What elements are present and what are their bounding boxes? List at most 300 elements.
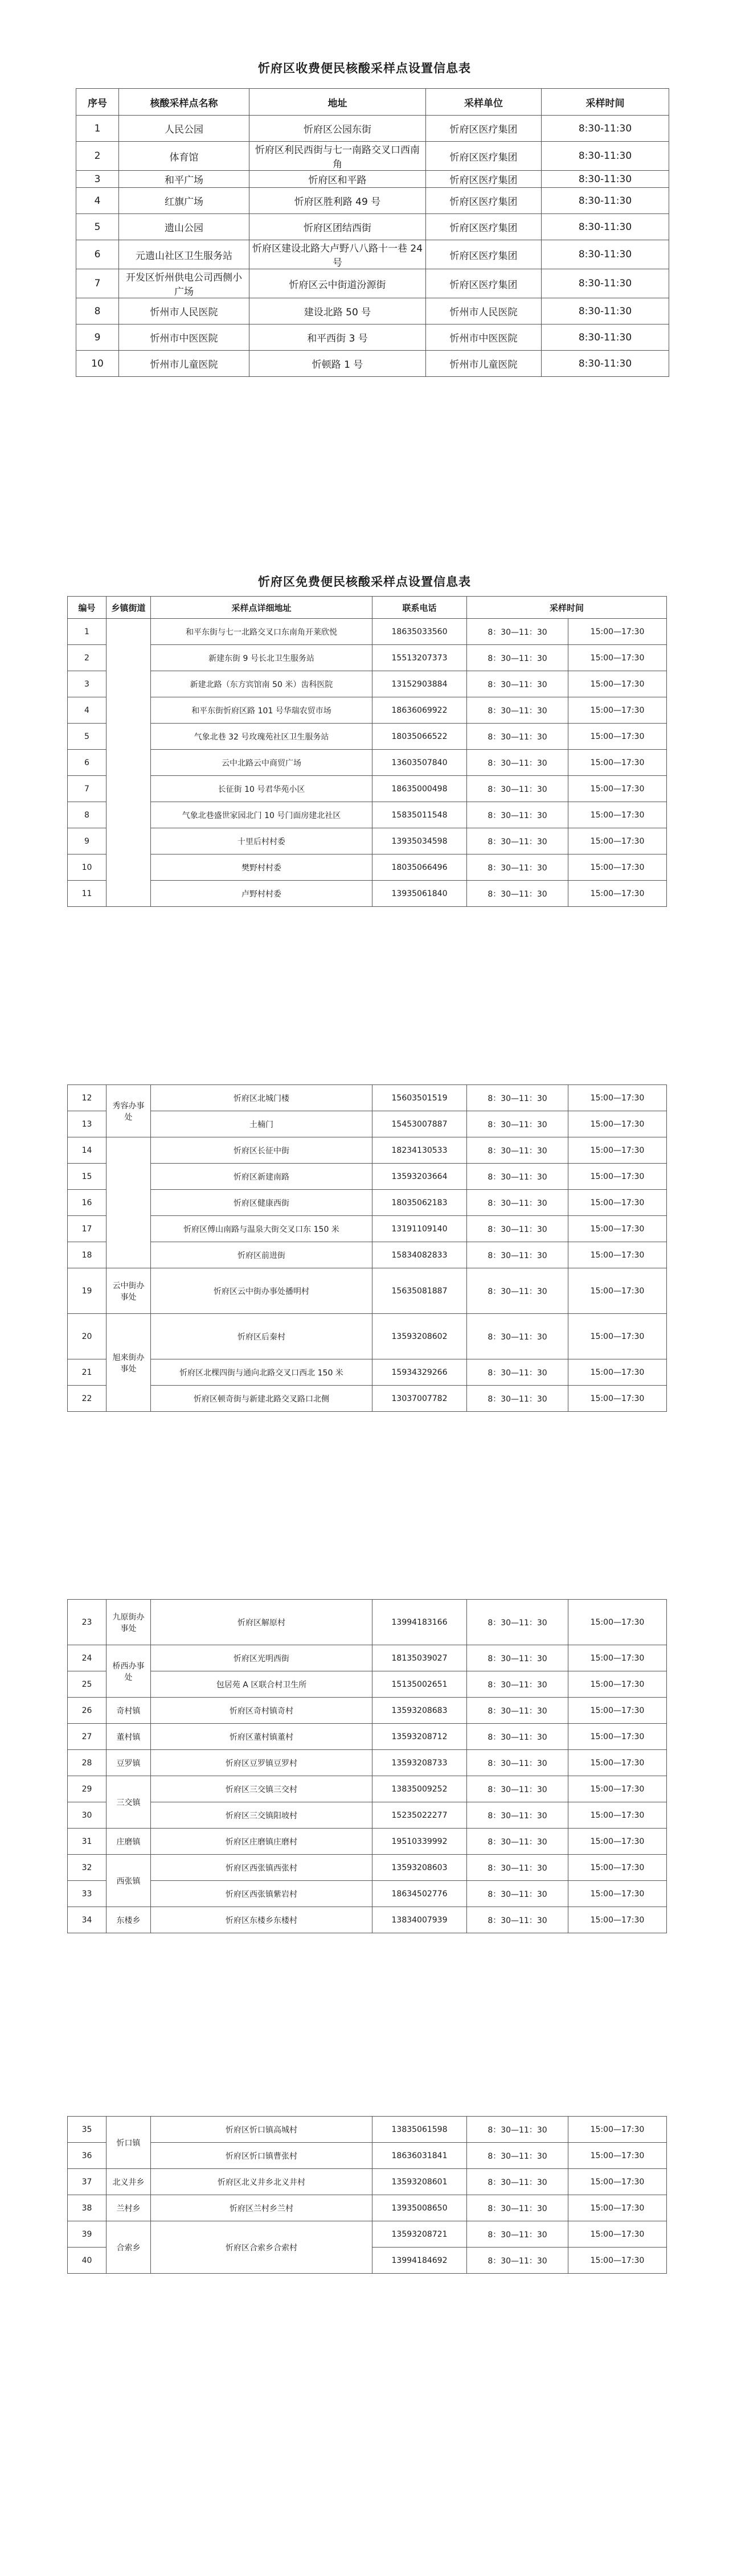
cell-no: 12 [68,1085,107,1111]
cell-address: 卢野村村委 [151,881,372,907]
cell-time-pm: 15:00—17:30 [568,2221,667,2248]
cell-time-am: 8：30—11：30 [467,854,568,881]
cell-time-am: 8：30—11：30 [467,1855,568,1881]
table2-title: 忻府区免费便民核酸采样点设置信息表 [258,575,471,589]
cell-time-am: 8：30—11：30 [467,697,568,724]
cell-town: 合索乡 [107,2221,151,2274]
cell-time-pm: 15:00—17:30 [568,1776,667,1802]
cell-phone: 15934329266 [372,1359,467,1386]
cell-time-am: 8：30—11：30 [467,1190,568,1216]
cell-time-pm: 15:00—17:30 [568,1600,667,1645]
cell-time: 8:30-11:30 [542,351,669,377]
cell-time-am: 8：30—11：30 [467,619,568,645]
cell-phone: 18635033560 [372,619,467,645]
cell-site-name: 元遗山社区卫生服务站 [119,240,249,269]
table-row [68,1724,667,1750]
table-row [68,697,667,724]
cell-address: 忻府区忻口镇高城村 [151,2117,372,2143]
cell-site-name: 红旗广场 [119,188,249,214]
cell-time-pm: 15:00—17:30 [568,2117,667,2143]
cell-phone: 13593208601 [372,2169,467,2195]
cell-no: 3 [76,171,119,188]
cell-site-name: 开发区忻州供电公司西侧小广场 [119,269,249,298]
table-row [68,1386,667,1412]
table-row [68,1085,667,1111]
cell-no: 4 [76,188,119,214]
cell-no: 27 [68,1724,107,1750]
cell-phone: 18135039027 [372,1645,467,1671]
cell-no: 24 [68,1645,107,1671]
cell-time-am: 8：30—11：30 [467,1698,568,1724]
cell-phone: 18636069922 [372,697,467,724]
cell-address: 建设北路 50 号 [249,298,426,324]
table-row [76,298,669,324]
table-row [68,1216,667,1242]
cell-address: 忻府区北城门楼 [151,1085,372,1111]
table-row [68,1881,667,1907]
cell-phone: 18035066522 [372,724,467,750]
cell-phone: 15453007887 [372,1111,467,1137]
cell-no: 14 [68,1137,107,1164]
cell-time: 8:30-11:30 [542,116,669,142]
cell-no: 10 [76,351,119,377]
cell-town: 庄磨镇 [107,1829,151,1855]
cell-address: 忻府区三交镇三交村 [151,1776,372,1802]
cell-time-pm: 15:00—17:30 [568,1907,667,1933]
cell-phone: 15834082833 [372,1242,467,1268]
table-row [68,1268,667,1314]
col-header-address: 地址 [249,89,426,116]
cell-address: 忻府区前进街 [151,1242,372,1268]
table-row [68,1829,667,1855]
cell-no: 5 [68,724,107,750]
cell-no: 6 [68,750,107,776]
cell-phone: 13835009252 [372,1776,467,1802]
cell-time-am: 8：30—11：30 [467,802,568,828]
cell-phone: 18634502776 [372,1881,467,1907]
cell-no: 9 [76,324,119,351]
cell-town: 奇村镇 [107,1698,151,1724]
cell-time-pm: 15:00—17:30 [568,1164,667,1190]
cell-no: 38 [68,2195,107,2221]
table-row [68,1907,667,1933]
cell-time-am: 8：30—11：30 [467,1137,568,1164]
cell-time-pm: 15:00—17:30 [568,1881,667,1907]
table-row [68,1314,667,1359]
cell-address: 忻府区北棵四街与通向北路交叉口西北 150 米 [151,1359,372,1386]
cell-town: 董村镇 [107,1724,151,1750]
cell-time-am: 8：30—11：30 [467,1881,568,1907]
table-row [76,269,669,298]
cell-no: 8 [68,802,107,828]
cell-phone: 15513207373 [372,645,467,671]
cell-address: 和平东街与七一北路交叉口东南角开莱欣悦 [151,619,372,645]
cell-time-pm: 15:00—17:30 [568,1085,667,1111]
cell-address: 忻府区傅山南路与温泉大街交叉口东 150 米 [151,1216,372,1242]
col-header-phone: 联系电话 [372,597,467,619]
cell-address: 长征街 10 号君华苑小区 [151,776,372,802]
cell-town: 九原街办事处 [107,1600,151,1645]
cell-no: 7 [76,269,119,298]
cell-no: 32 [68,1855,107,1881]
cell-unit: 忻州市儿童医院 [426,351,542,377]
cell-time-pm: 15:00—17:30 [568,1802,667,1829]
col-header-time: 采样时间 [542,89,669,116]
table-row [68,1111,667,1137]
cell-address: 和平西街 3 号 [249,324,426,351]
cell-address: 忻府区云中街办事处播明村 [151,1268,372,1314]
cell-time-am: 8：30—11：30 [467,750,568,776]
table-row [68,750,667,776]
cell-time-pm: 15:00—17:30 [568,2143,667,2169]
cell-town: 云中街办事处 [107,1268,151,1314]
cell-phone: 15135002651 [372,1671,467,1698]
cell-no: 19 [68,1268,107,1314]
cell-site-name: 体育馆 [119,142,249,171]
cell-no: 30 [68,1802,107,1829]
cell-time-pm: 15:00—17:30 [568,645,667,671]
cell-phone: 13191109140 [372,1216,467,1242]
cell-no: 23 [68,1600,107,1645]
cell-phone: 13935034598 [372,828,467,854]
cell-site-name: 人民公园 [119,116,249,142]
cell-time-pm: 15:00—17:30 [568,724,667,750]
cell-phone: 15635081887 [372,1268,467,1314]
cell-phone: 13593208603 [372,1855,467,1881]
cell-address: 忻府区奇村镇奇村 [151,1698,372,1724]
cell-time-pm: 15:00—17:30 [568,776,667,802]
table-row [68,1190,667,1216]
cell-no: 35 [68,2117,107,2143]
cell-address: 忻府区解原村 [151,1600,372,1645]
cell-address: 忻府区庄磨镇庄磨村 [151,1829,372,1855]
cell-time-am: 8：30—11：30 [467,1724,568,1750]
cell-time-pm: 15:00—17:30 [568,1829,667,1855]
table-row [68,645,667,671]
cell-time-am: 8：30—11：30 [467,1216,568,1242]
cell-address: 忻顿路 1 号 [249,351,426,377]
cell-phone: 13935008650 [372,2195,467,2221]
cell-time: 8:30-11:30 [542,269,669,298]
table-row [68,1855,667,1881]
cell-time-pm: 15:00—17:30 [568,1314,667,1359]
cell-time-am: 8：30—11：30 [467,2195,568,2221]
cell-time-am: 8：30—11：30 [467,881,568,907]
cell-time-pm: 15:00—17:30 [568,1750,667,1776]
free-sampling-table-cont-1 [67,1084,667,1412]
cell-phone: 13593208721 [372,2221,467,2248]
cell-phone: 13593208602 [372,1314,467,1359]
table-row [68,2195,667,2221]
cell-time-pm: 15:00—17:30 [568,1190,667,1216]
table-row [68,1776,667,1802]
cell-phone: 18635000498 [372,776,467,802]
col-header-town: 乡镇街道 [107,597,151,619]
cell-no: 1 [68,619,107,645]
cell-time-pm: 15:00—17:30 [568,750,667,776]
cell-address: 和平东街忻府区路 101 号华瑞农贸市场 [151,697,372,724]
cell-time-pm: 15:00—17:30 [568,1724,667,1750]
cell-no: 17 [68,1216,107,1242]
cell-no: 26 [68,1698,107,1724]
cell-town: 桥西办事处 [107,1645,151,1698]
free-sampling-table [67,596,667,907]
table-row [68,2143,667,2169]
cell-no: 1 [76,116,119,142]
table-row [76,171,669,188]
cell-unit: 忻府区医疗集团 [426,240,542,269]
cell-time-am: 8：30—11：30 [467,671,568,697]
table-row [76,116,669,142]
cell-address: 忻府区顿奇街与新建北路交叉路口北侧 [151,1386,372,1412]
cell-site-name: 和平广场 [119,171,249,188]
cell-address: 忻府区云中街道汾源街 [249,269,426,298]
cell-time-am: 8：30—11：30 [467,1750,568,1776]
cell-time-am: 8：30—11：30 [467,645,568,671]
table-row [68,1600,667,1645]
cell-site-name: 遗山公园 [119,214,249,240]
cell-time-pm: 15:00—17:30 [568,1698,667,1724]
cell-address: 忻府区豆罗镇豆罗村 [151,1750,372,1776]
cell-phone: 18035066496 [372,854,467,881]
cell-time: 8:30-11:30 [542,214,669,240]
cell-address: 忻府区长征中街 [151,1137,372,1164]
cell-time-am: 8：30—11：30 [467,2143,568,2169]
cell-no: 15 [68,1164,107,1190]
table1-title: 忻府区收费便民核酸采样点设置信息表 [258,61,471,75]
cell-unit: 忻府区医疗集团 [426,142,542,171]
cell-time-pm: 15:00—17:30 [568,1268,667,1314]
cell-unit: 忻府区医疗集团 [426,269,542,298]
cell-no: 4 [68,697,107,724]
cell-address: 忻府区后秦村 [151,1314,372,1359]
cell-time: 8:30-11:30 [542,298,669,324]
cell-phone: 13834007939 [372,1907,467,1933]
cell-address: 忻府区建设北路大卢野八八路十一巷 24 号 [249,240,426,269]
cell-no: 33 [68,1881,107,1907]
cell-no: 8 [76,298,119,324]
cell-time-pm: 15:00—17:30 [568,881,667,907]
table-row [68,854,667,881]
cell-no: 2 [76,142,119,171]
cell-site-name: 忻州市中医医院 [119,324,249,351]
cell-phone: 13593208712 [372,1724,467,1750]
cell-address: 气象北巷 32 号玫瑰苑社区卫生服务站 [151,724,372,750]
cell-unit: 忻府区医疗集团 [426,214,542,240]
cell-no: 18 [68,1242,107,1268]
cell-address: 忻府区董村镇董村 [151,1724,372,1750]
cell-time-am: 8：30—11：30 [467,1359,568,1386]
cell-time-pm: 15:00—17:30 [568,2169,667,2195]
cell-time-am: 8：30—11：30 [467,2221,568,2248]
cell-time-am: 8：30—11：30 [467,1242,568,1268]
cell-time: 8:30-11:30 [542,324,669,351]
cell-phone: 13603507840 [372,750,467,776]
cell-time-pm: 15:00—17:30 [568,802,667,828]
cell-time-am: 8：30—11：30 [467,828,568,854]
cell-time-am: 8：30—11：30 [467,1802,568,1829]
cell-phone: 13037007782 [372,1386,467,1412]
cell-time-am: 8：30—11：30 [467,724,568,750]
cell-address: 忻府区新建南路 [151,1164,372,1190]
cell-phone: 15603501519 [372,1085,467,1111]
cell-no: 2 [68,645,107,671]
cell-town [107,619,151,907]
cell-time-pm: 15:00—17:30 [568,1216,667,1242]
cell-no: 13 [68,1111,107,1137]
table-row [68,671,667,697]
cell-phone: 13935061840 [372,881,467,907]
cell-phone: 15235022277 [372,1802,467,1829]
cell-phone: 13994183166 [372,1600,467,1645]
table-row [68,1359,667,1386]
table-header-row [68,597,667,619]
cell-address: 忻府区兰村乡兰村 [151,2195,372,2221]
cell-time-am: 8：30—11：30 [467,1645,568,1671]
cell-town: 豆罗镇 [107,1750,151,1776]
cell-time-am: 8：30—11：30 [467,1671,568,1698]
table-row [68,881,667,907]
cell-time-pm: 15:00—17:30 [568,2195,667,2221]
table-row [76,188,669,214]
cell-address: 忻府区忻口镇曹张村 [151,2143,372,2169]
cell-no: 39 [68,2221,107,2248]
cell-town: 秀容办事处 [107,1085,151,1137]
cell-phone: 19510339992 [372,1829,467,1855]
cell-time-pm: 15:00—17:30 [568,1111,667,1137]
cell-no: 28 [68,1750,107,1776]
cell-time-am: 8：30—11：30 [467,1085,568,1111]
cell-phone: 13994184692 [372,2248,467,2274]
table-row [68,1645,667,1671]
cell-time-pm: 15:00—17:30 [568,619,667,645]
col-header-time: 采样时间 [467,597,667,619]
cell-address: 包居苑 A 区联合村卫生所 [151,1671,372,1698]
table-row [68,1242,667,1268]
table-row [68,802,667,828]
cell-address: 忻府区西张镇紫岩村 [151,1881,372,1907]
cell-address: 忻府区光明西街 [151,1645,372,1671]
cell-time-am: 8：30—11：30 [467,1776,568,1802]
cell-site-name: 忻州市人民医院 [119,298,249,324]
cell-address: 忻府区胜利路 49 号 [249,188,426,214]
cell-no: 6 [76,240,119,269]
cell-address: 忻府区和平路 [249,171,426,188]
cell-time-pm: 15:00—17:30 [568,1359,667,1386]
cell-town: 三交镇 [107,1776,151,1829]
cell-no: 7 [68,776,107,802]
cell-address: 忻府区合索乡合索村 [151,2221,372,2274]
cell-time-am: 8：30—11：30 [467,2248,568,2274]
cell-unit: 忻州市人民医院 [426,298,542,324]
col-header-no: 序号 [76,89,119,116]
cell-time: 8:30-11:30 [542,240,669,269]
table-row [68,1698,667,1724]
col-header-no: 编号 [68,597,107,619]
cell-time-am: 8：30—11：30 [467,1268,568,1314]
cell-phone: 18636031841 [372,2143,467,2169]
free-sampling-table-cont-2 [67,1599,667,1933]
cell-town: 东楼乡 [107,1907,151,1933]
cell-phone: 13152903884 [372,671,467,697]
cell-no: 22 [68,1386,107,1412]
cell-time-am: 8：30—11：30 [467,1907,568,1933]
cell-no: 25 [68,1671,107,1698]
table-row [68,2169,667,2195]
table-row [68,2117,667,2143]
cell-address: 新建东街 9 号长北卫生服务站 [151,645,372,671]
cell-unit: 忻府区医疗集团 [426,116,542,142]
table-row [68,2221,667,2248]
cell-unit: 忻府区医疗集团 [426,188,542,214]
cell-no: 11 [68,881,107,907]
table-row [76,214,669,240]
cell-town: 忻口镇 [107,2117,151,2169]
cell-time-pm: 15:00—17:30 [568,1386,667,1412]
table-row [68,776,667,802]
cell-no: 5 [76,214,119,240]
table-row [76,351,669,377]
cell-no: 40 [68,2248,107,2274]
cell-time-am: 8：30—11：30 [467,2169,568,2195]
cell-time-pm: 15:00—17:30 [568,1671,667,1698]
cell-address: 忻府区西张镇西张村 [151,1855,372,1881]
cell-no: 31 [68,1829,107,1855]
cell-time-am: 8：30—11：30 [467,2117,568,2143]
cell-no: 10 [68,854,107,881]
cell-address: 土楠门 [151,1111,372,1137]
cell-no: 9 [68,828,107,854]
table-row [68,1164,667,1190]
col-header-site-name: 核酸采样点名称 [119,89,249,116]
cell-time-am: 8：30—11：30 [467,1829,568,1855]
table-header-row [76,89,669,116]
cell-time: 8:30-11:30 [542,171,669,188]
paid-sampling-table [76,88,669,377]
cell-address: 忻府区北义井乡北义井村 [151,2169,372,2195]
cell-town: 兰村乡 [107,2195,151,2221]
cell-time-am: 8：30—11：30 [467,1164,568,1190]
cell-no: 16 [68,1190,107,1216]
cell-address: 气象北巷盛世家园北门 10 号门面房建北社区 [151,802,372,828]
cell-time: 8:30-11:30 [542,142,669,171]
cell-no: 37 [68,2169,107,2195]
cell-no: 29 [68,1776,107,1802]
cell-no: 3 [68,671,107,697]
table-row [68,1802,667,1829]
cell-time-am: 8：30—11：30 [467,1111,568,1137]
cell-phone: 13593203664 [372,1164,467,1190]
col-header-unit: 采样单位 [426,89,542,116]
cell-time-pm: 15:00—17:30 [568,1137,667,1164]
cell-no: 20 [68,1314,107,1359]
cell-time-am: 8：30—11：30 [467,1386,568,1412]
cell-time-am: 8：30—11：30 [467,776,568,802]
cell-no: 21 [68,1359,107,1386]
cell-time: 8:30-11:30 [542,188,669,214]
table-row [68,828,667,854]
cell-time-am: 8：30—11：30 [467,1600,568,1645]
table-row [68,1671,667,1698]
cell-no: 36 [68,2143,107,2169]
cell-phone: 13835061598 [372,2117,467,2143]
cell-phone: 18234130533 [372,1137,467,1164]
cell-address: 忻府区公园东街 [249,116,426,142]
cell-time-pm: 15:00—17:30 [568,671,667,697]
cell-phone: 15835011548 [372,802,467,828]
table-row [68,724,667,750]
cell-address: 云中北路云中商贸广场 [151,750,372,776]
